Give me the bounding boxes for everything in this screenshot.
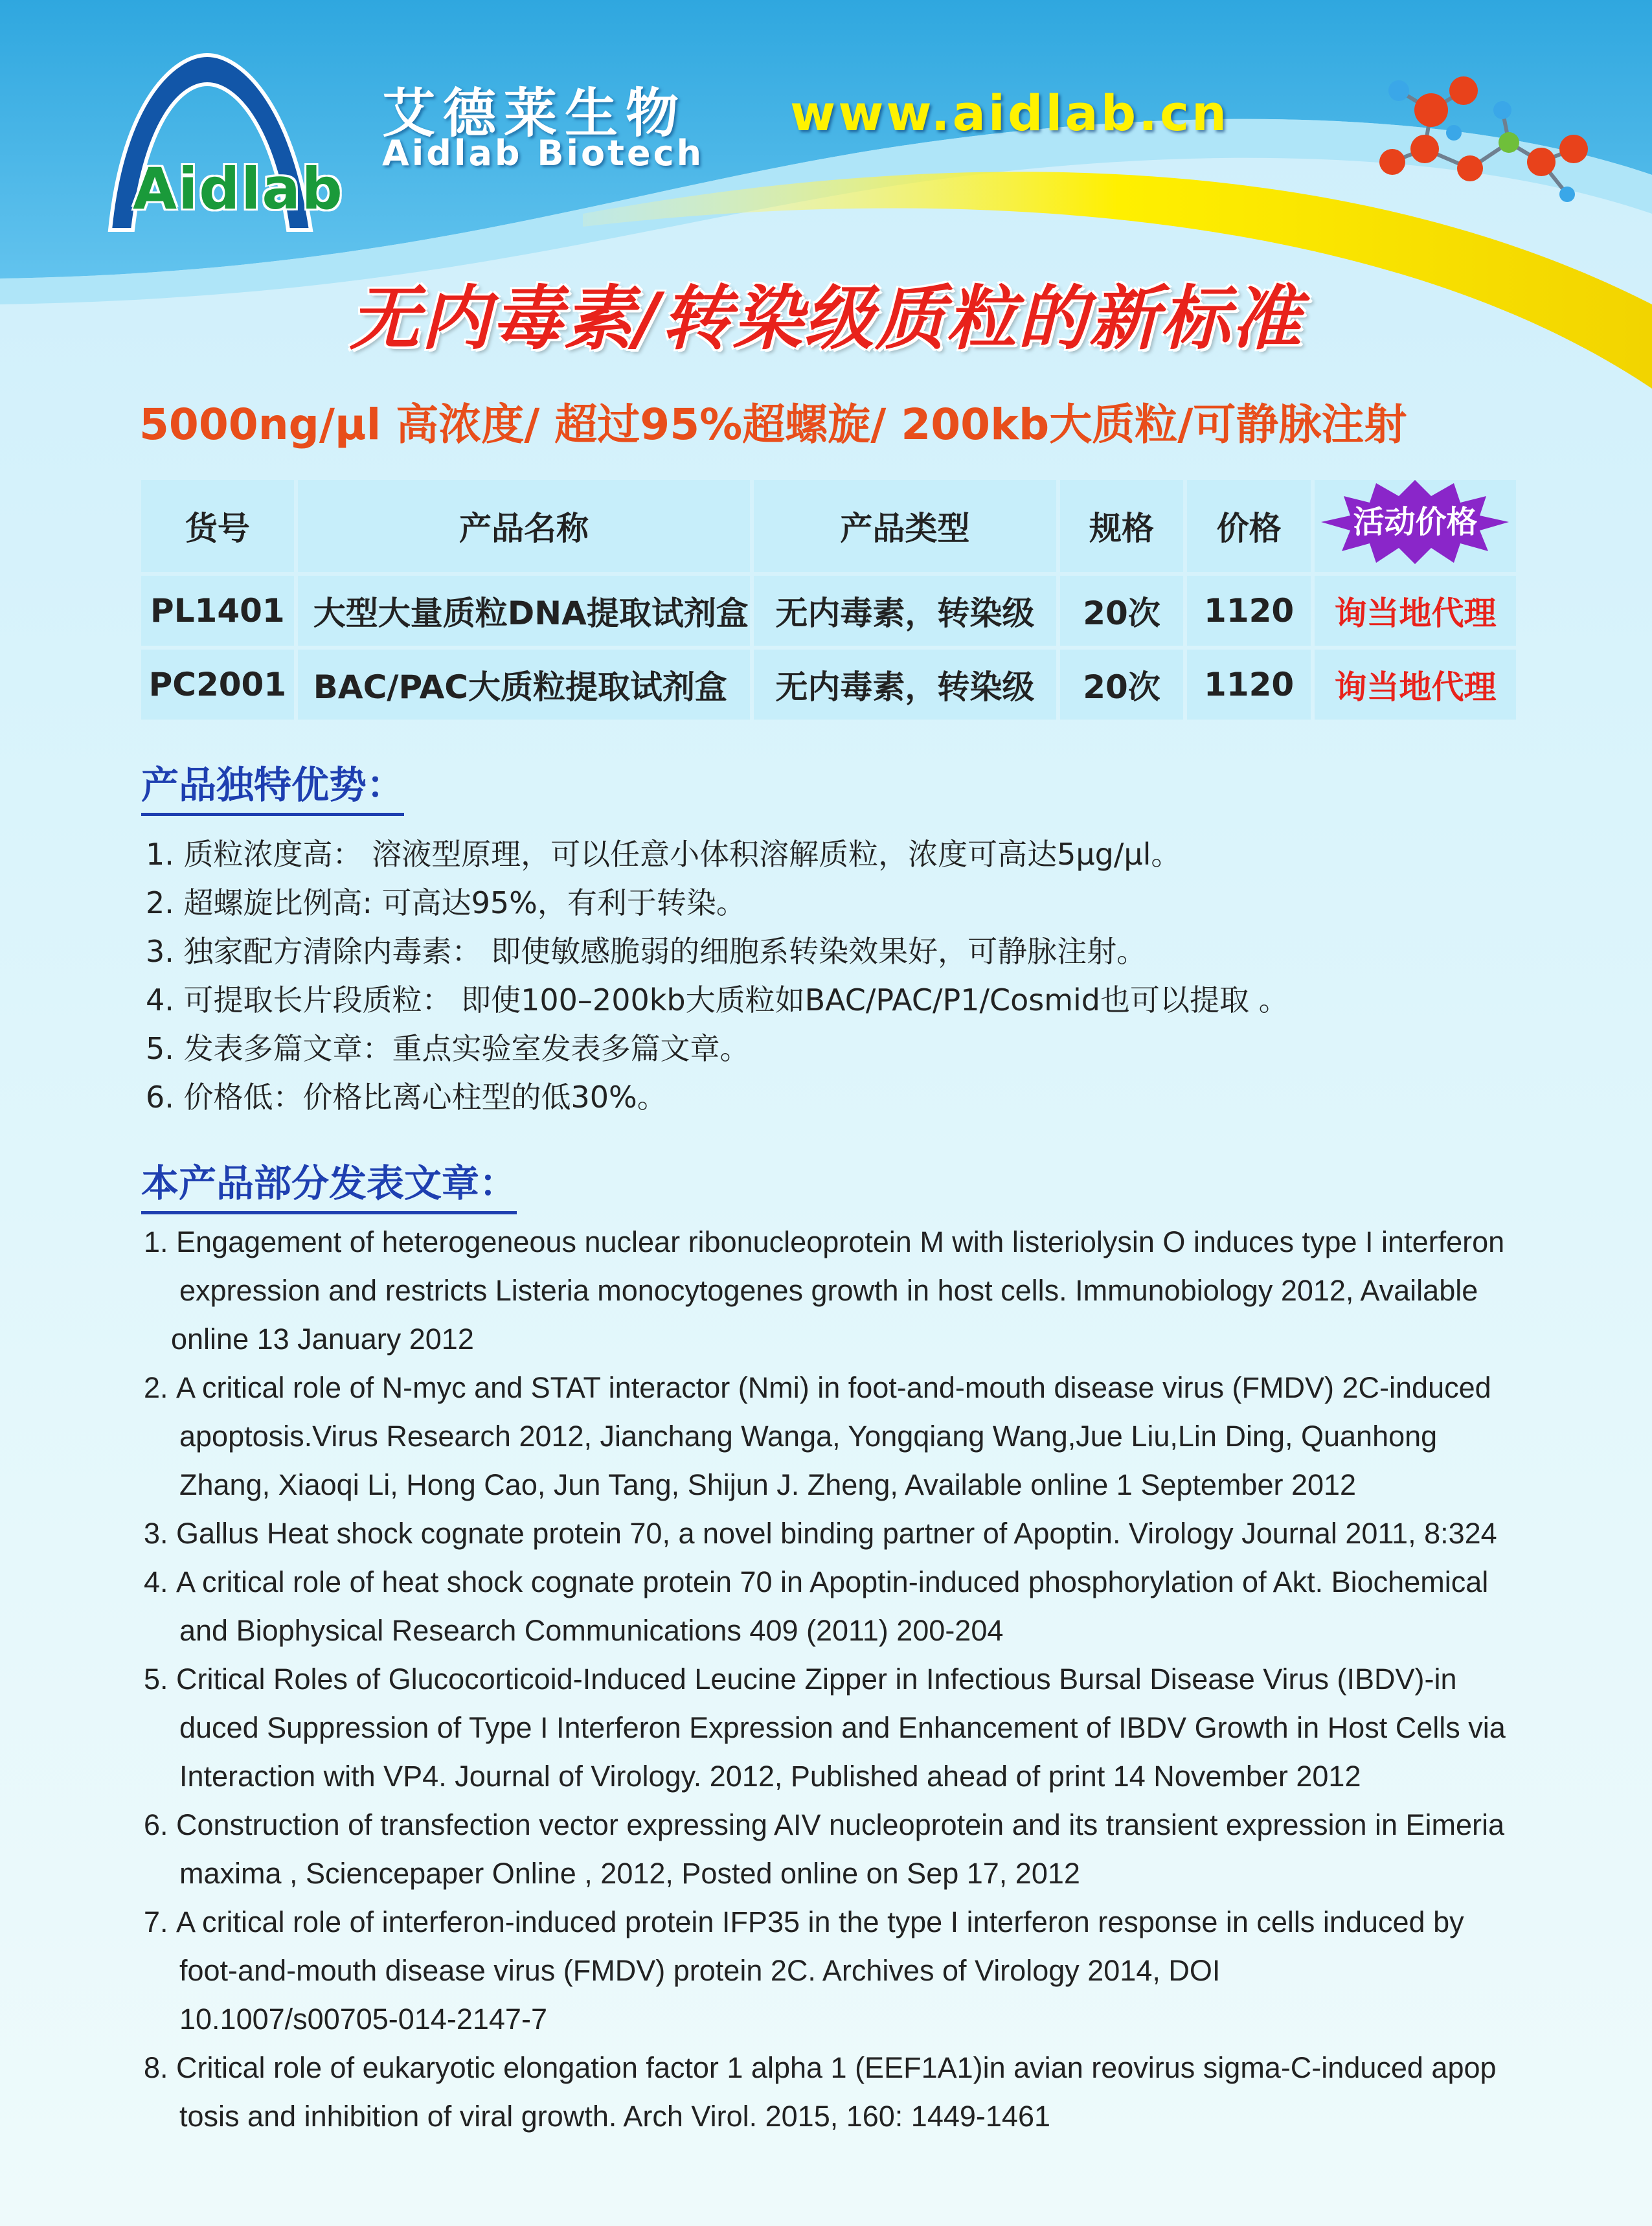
product-type: 无内毒素，转染级 xyxy=(754,650,1056,720)
pub-line: Critical role of eukaryotic elongation factor 1 alpha 1 (EEF1A1)in avian reovirus sigma-C-induced apop xyxy=(176,2051,1497,2084)
pub-line: A critical role of heat shock cognate protein 70 in Apoptin-induced phosphorylation of Akt. Biochemical xyxy=(176,1565,1489,1598)
list-item xyxy=(144,1800,1575,1898)
list-item xyxy=(144,1218,1575,1363)
header-product-type: 产品类型 xyxy=(754,480,1056,572)
header-spec: 规格 xyxy=(1060,480,1184,572)
pub-line: duced Suppression of Type I Interferon Expression and Enhancement of IBDV Growth in Host Cells via xyxy=(179,1711,1506,1744)
advantages-title: 产品独特优势： xyxy=(141,755,404,816)
promo-price: 询当地代理 xyxy=(1315,576,1516,646)
pub-number: 2. xyxy=(144,1371,168,1404)
pub-line: Gallus Heat shock cognate protein 70, a novel binding partner of Apoptin. Virology Journal 2011, 8:324 xyxy=(176,1517,1497,1550)
promo-price-label: 活动价格 xyxy=(1353,504,1478,540)
pub-line: Construction of transfection vector expressing AIV nucleoprotein and its transient expression in Eimeria xyxy=(176,1808,1505,1841)
advantages-list xyxy=(146,830,1289,1122)
pub-line: 10.1007/s00705-014-2147-7 xyxy=(179,2003,547,2036)
pub-number: 1. xyxy=(144,1225,168,1258)
item-no: PL1401 xyxy=(141,576,294,646)
header-product-name: 产品名称 xyxy=(298,480,750,572)
list-item xyxy=(144,1655,1575,1800)
molecule-icon xyxy=(1373,65,1593,207)
list-item: 2. 超螺旋比例高: 可高达95%，有利于转染。 xyxy=(146,885,746,920)
product-type: 无内毒素，转染级 xyxy=(754,576,1056,646)
list-item xyxy=(144,1898,1575,2043)
website-link[interactable]: www.aidlab.cn xyxy=(790,84,1230,142)
pub-line: maxima , Sciencepaper Online , 2012, Posted online on Sep 17, 2012 xyxy=(179,1857,1080,1890)
pub-line: A critical role of interferon-induced protein IFP35 in the type I interferon response in cells induced by xyxy=(176,1905,1464,1938)
pub-line: and Biophysical Research Communications 409 (2011) 200-204 xyxy=(179,1614,1004,1647)
pub-number: 3. xyxy=(144,1517,168,1550)
spec: 20次 xyxy=(1060,650,1184,720)
list-item: 1. 质粒浓度高： 溶液型原理，可以任意小体积溶解质粒，浓度可高达5μg/μl。 xyxy=(146,837,1181,872)
spec: 20次 xyxy=(1060,576,1184,646)
table-row xyxy=(141,576,1516,646)
brand-name-en: Aidlab Biotech xyxy=(382,133,705,174)
pub-number: 7. xyxy=(144,1905,168,1938)
publications-list xyxy=(144,1218,1575,2141)
publications-title: 本产品部分发表文章： xyxy=(141,1153,517,1214)
list-item: 3. 独家配方清除内毒素： 即使敏感脆弱的细胞系转染效果好，可静脉注射。 xyxy=(146,934,1147,969)
pub-line: expression and restricts Listeria monocytogenes growth in host cells. Immunobiology 2012, Available xyxy=(179,1274,1478,1307)
pub-line: Critical Roles of Glucocorticoid-Induced Leucine Zipper in Infectious Bursal Disease Virus (IBDV)-in xyxy=(176,1663,1457,1696)
pub-number: 4. xyxy=(144,1565,168,1598)
list-item xyxy=(144,1509,1575,1558)
price: 1120 xyxy=(1187,576,1311,646)
header-price: 价格 xyxy=(1187,480,1311,572)
table-row xyxy=(141,650,1516,720)
list-item xyxy=(144,1363,1575,1509)
pub-line: apoptosis.Virus Research 2012, Jianchang Wanga, Yongqiang Wang,Jue Liu,Lin Ding, Quanhong xyxy=(179,1420,1438,1453)
subtitle: 5000ng/μl 高浓度/ 超过95%超螺旋/ 200kb大质粒/可静脉注射 xyxy=(139,400,1407,449)
pub-number: 5. xyxy=(144,1663,168,1696)
header-promo-price xyxy=(1315,480,1516,572)
list-item: 5. 发表多篇文章：重点实验室发表多篇文章。 xyxy=(146,1031,750,1066)
pub-line: tosis and inhibition of viral growth. Arch Virol. 2015, 160: 1449-1461 xyxy=(179,2100,1051,2133)
promo-price-badge xyxy=(1321,480,1509,564)
pub-number: 8. xyxy=(144,2051,168,2084)
product-name: 大型大量质粒DNA提取试剂盒 xyxy=(298,576,750,646)
logo-text: Aidlab xyxy=(133,155,344,222)
price: 1120 xyxy=(1187,650,1311,720)
pub-line: A critical role of N-myc and STAT interactor (Nmi) in foot-and-mouth disease virus (FMDV) 2C-induced xyxy=(176,1371,1491,1404)
header-item-no: 货号 xyxy=(141,480,294,572)
main-title: 无内毒素/转染级质粒的新标准 xyxy=(349,278,1303,359)
pub-line: foot-and-mouth disease virus (FMDV) protein 2C. Archives of Virology 2014, DOI xyxy=(179,1954,1221,1987)
list-item: 6. 价格低：价格比离心柱型的低30%。 xyxy=(146,1080,667,1115)
pub-line: online 13 January 2012 xyxy=(171,1323,474,1356)
pub-line: Interaction with VP4. Journal of Virology. 2012, Published ahead of print 14 November 2012 xyxy=(179,1760,1361,1793)
product-table xyxy=(137,476,1520,723)
promo-price: 询当地代理 xyxy=(1315,650,1516,720)
pub-number: 6. xyxy=(144,1808,168,1841)
product-name: BAC/PAC大质粒提取试剂盒 xyxy=(298,650,750,720)
brand-name-cn: 艾德莱生物 xyxy=(382,83,687,144)
pub-line: Zhang, Xiaoqi Li, Hong Cao, Jun Tang, Shijun J. Zheng, Available online 1 September 2012 xyxy=(179,1468,1357,1501)
table-header-row xyxy=(141,480,1516,572)
pub-line: Engagement of heterogeneous nuclear ribonucleoprotein M with listeriolysin O induces type I interferon xyxy=(176,1225,1505,1258)
list-item xyxy=(144,2043,1575,2141)
list-item: 4. 可提取长片段质粒： 即使100–200kb大质粒如BAC/PAC/P1/Cosmid也可以提取 。 xyxy=(146,982,1289,1017)
list-item xyxy=(144,1558,1575,1655)
item-no: PC2001 xyxy=(141,650,294,720)
